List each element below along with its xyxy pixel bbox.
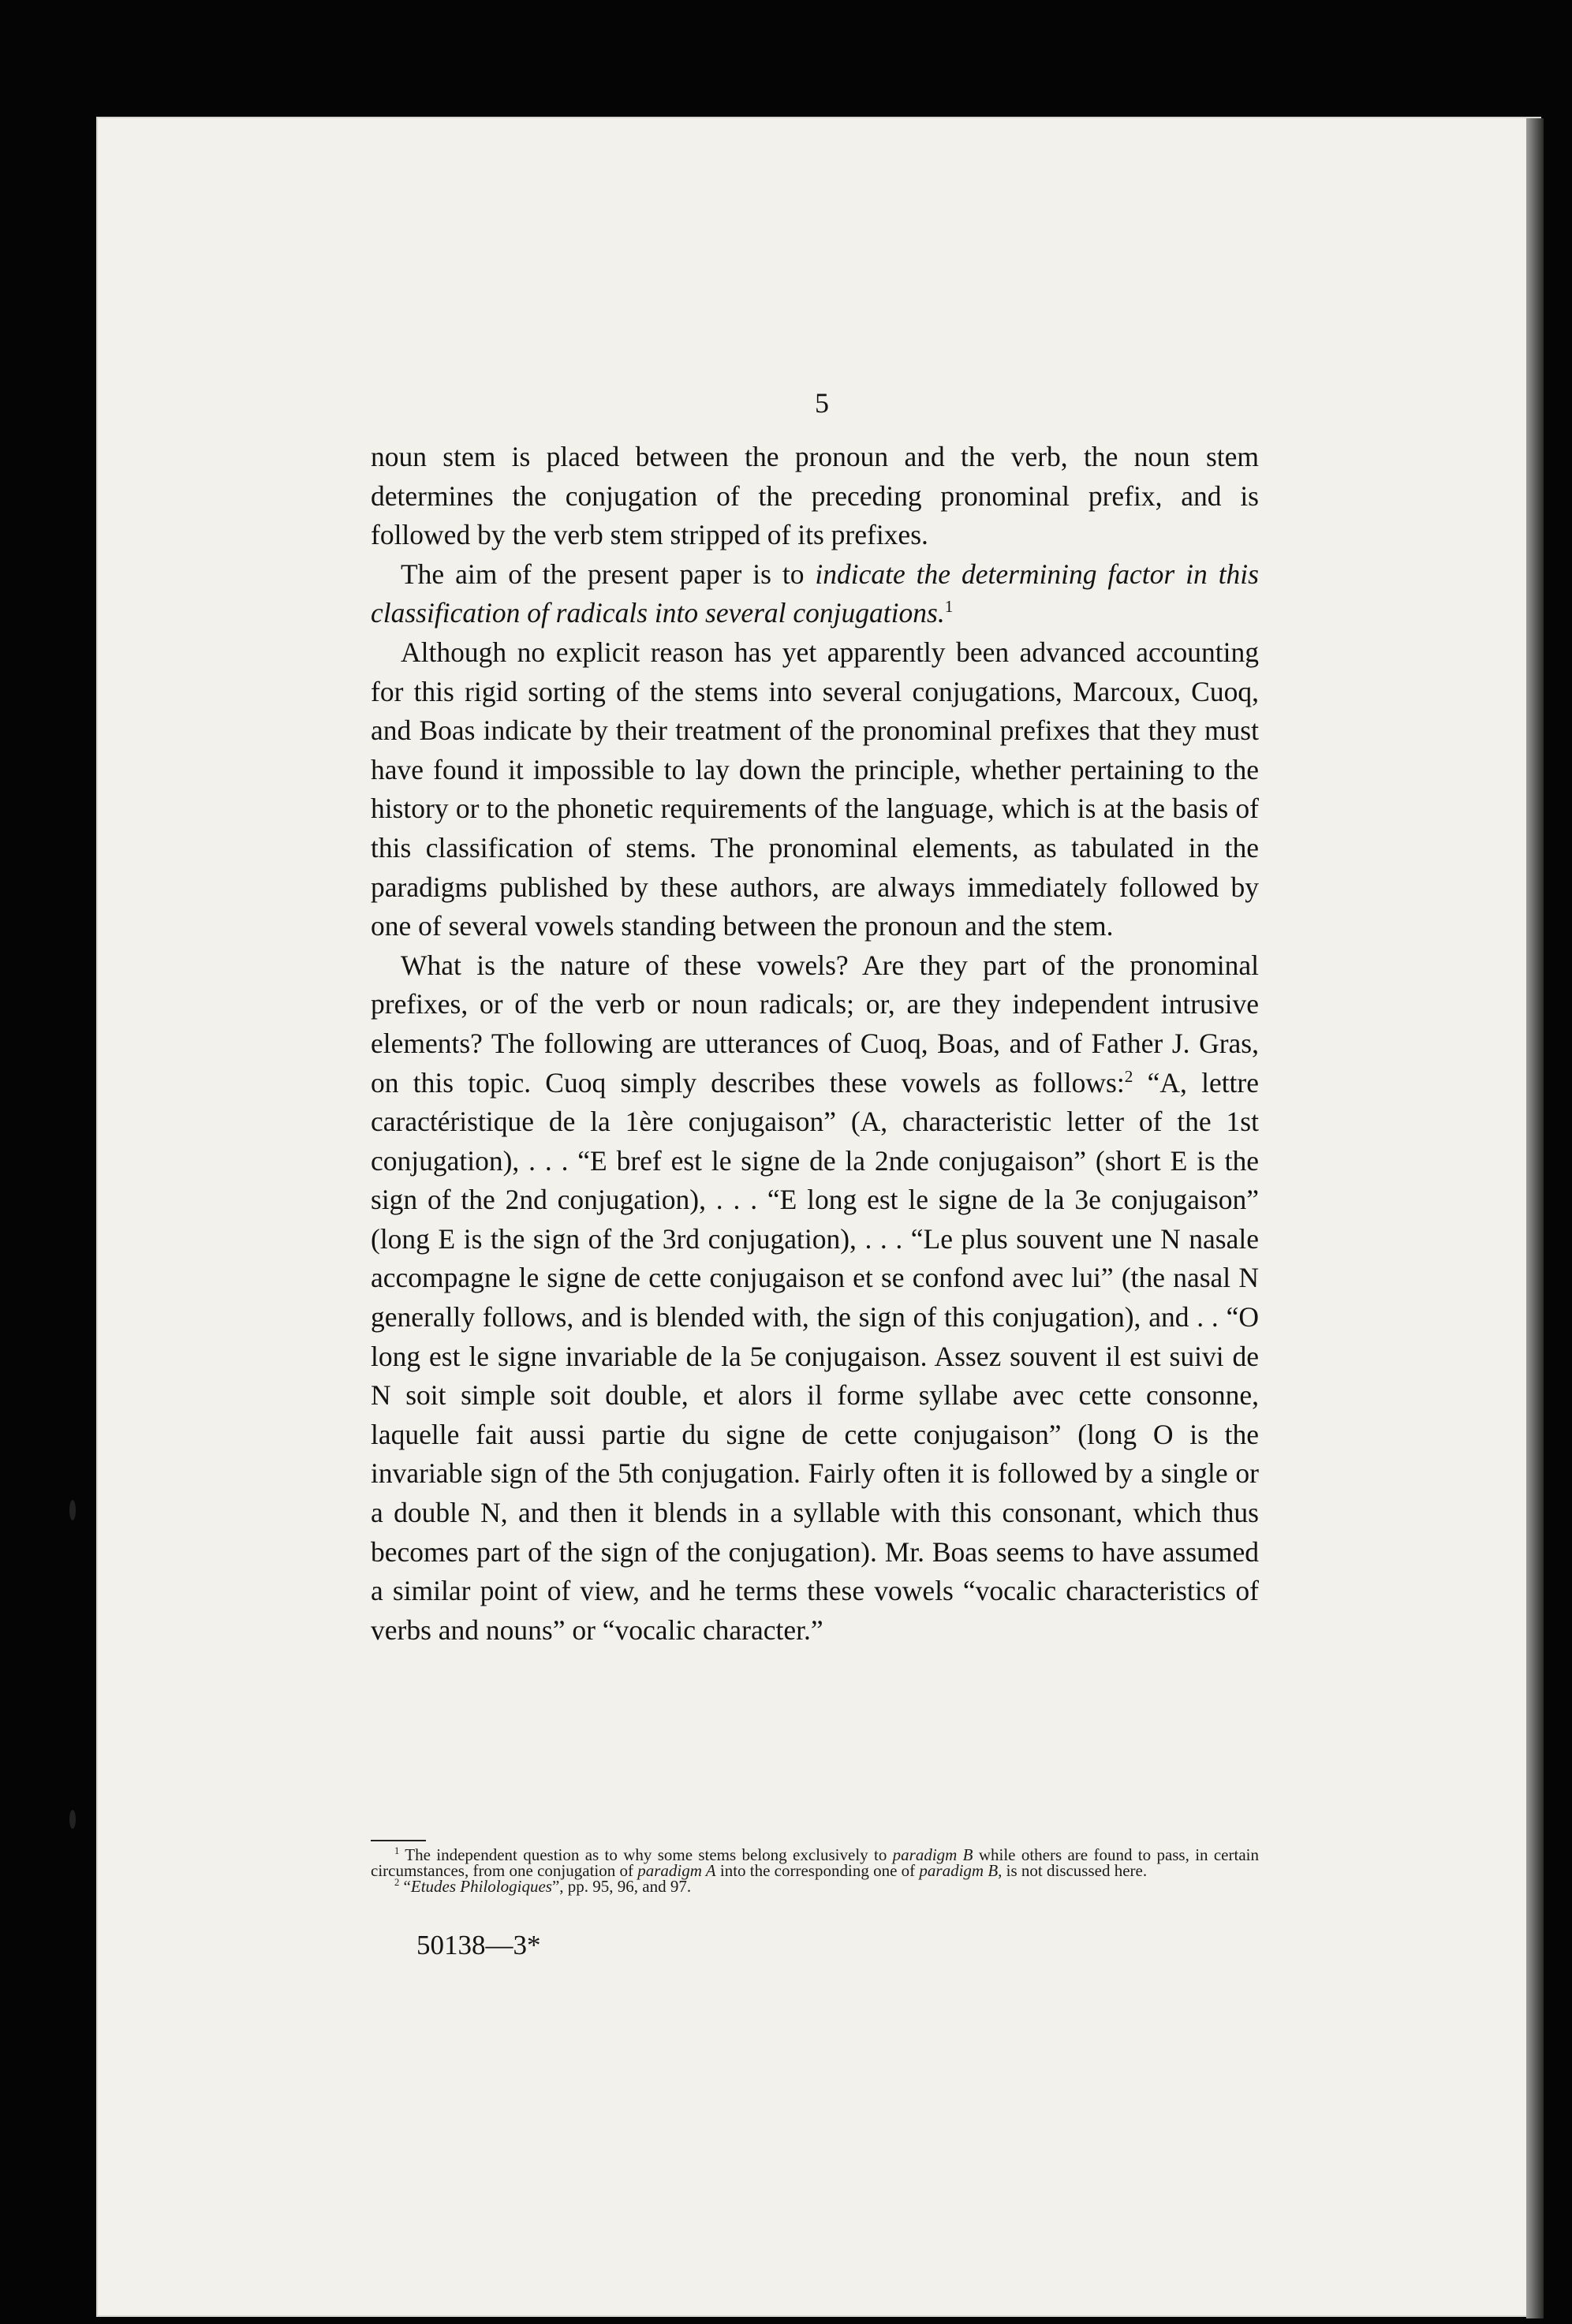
text-run: “ [399,1877,411,1896]
text-run: The aim of the present paper is to [401,558,816,590]
italic-run: paradigm B, [919,1861,1003,1880]
body-paragraph [371,633,1259,946]
text-run: noun stem is placed between the pronoun and the verb, the noun stem determines the conjugation of the preceding pronominal prefix, and is followed by the verb stem stripped of its prefixes. [371,441,1259,551]
text-run: into the corresponding one of [715,1861,920,1880]
page-number: 5 [815,387,829,419]
body-paragraph [371,555,1259,633]
italic-run: indicate the determining factor in this classification of radicals into several conjugations. [371,558,1259,629]
text-run: is not discussed here. [1002,1861,1148,1880]
footnote [371,1878,1259,1894]
footnote-divider [371,1840,426,1841]
scan-mark [69,1810,76,1829]
text-run: What is the nature of these vowels? Are they part of the pronominal prefixes, or of the verb or noun radicals; or, are they independent intrusive elements? The following are utterances of Cuoq, Boas, and of Father J. Gras, on this topic. Cuoq simply describes these vowels as follows: [371,949,1259,1099]
footnotes [371,1847,1259,1894]
body-text [371,438,1259,1650]
footnote-marker: 2 [1124,1066,1133,1086]
text-run: “A, lettre caractéristique de la 1ère conjugaison” (A, characteristic letter of the 1st conjugation), . . . “E bref est le signe de la 2nde conjugaison” (short E is the sign of the 2nd conjugation), . . . “E long est le signe de la 3e conjugaison” (long E is the sign of the 3rd conjugation), . . . “Le plus souvent une N nasale accompagne le signe de cette conjugaison et se confond avec lui” (the nasal N generally follows, and is blended with, the sign of this conjugation), and . . “O long est le signe invariable de la 5e conjugaison. Assez souvent il est suivi de N soit simple soit double, et alors il forme syllabe avec cette consonne, laquelle fait aussi partie du signe de cette conjugaison” (long O is the invariable sign of the 5th conjugation. Fairly often it is followed by a single or a double N, and then it blends in a syllable with this consonant, which thus becomes part of the sign of the conjugation). Mr. Boas seems to have assumed a similar point of view, and he terms these vowels “vocalic characteristics of verbs and nouns” or “vocalic character.” [371,1066,1259,1646]
text-run: while others are found to pass, in certain circumstances, from one conjugation of [371,1845,1259,1880]
footnote [371,1847,1259,1878]
footnote-marker: 2 [394,1877,400,1888]
page-edge-shadow [1526,118,1544,2318]
scan-mark [69,1500,76,1520]
body-paragraph [371,946,1259,1651]
body-paragraph [371,438,1259,555]
footnote-marker: 1 [394,1845,400,1856]
footnote-marker: 1 [944,597,954,617]
italic-run: Etudes Philologiques [410,1877,552,1896]
text-run: ”, pp. 95, 96, and 97. [551,1877,692,1896]
italic-run: paradigm A [637,1861,716,1880]
printer-signature-mark: 50138—3* [416,1930,541,1960]
text-run: Although no explicit reason has yet apparently been advanced accounting for this rigid sorting of the stems into several conjugations, Marcoux, Cuoq, and Boas indicate by their treatment of the pronominal prefixes that they must have found it impossible to lay down the principle, whether pertaining to the history or to the phonetic requirements of the language, which is at the basis of this classification of stems. The pronominal elements, as tabulated in the paradigms published by these authors, are always immediately followed by one of several vowels standing between the pronoun and the stem. [371,636,1259,942]
text-run: The independent question as to why some stems belong exclusively to [399,1845,893,1864]
italic-run: paradigm B [892,1845,973,1864]
